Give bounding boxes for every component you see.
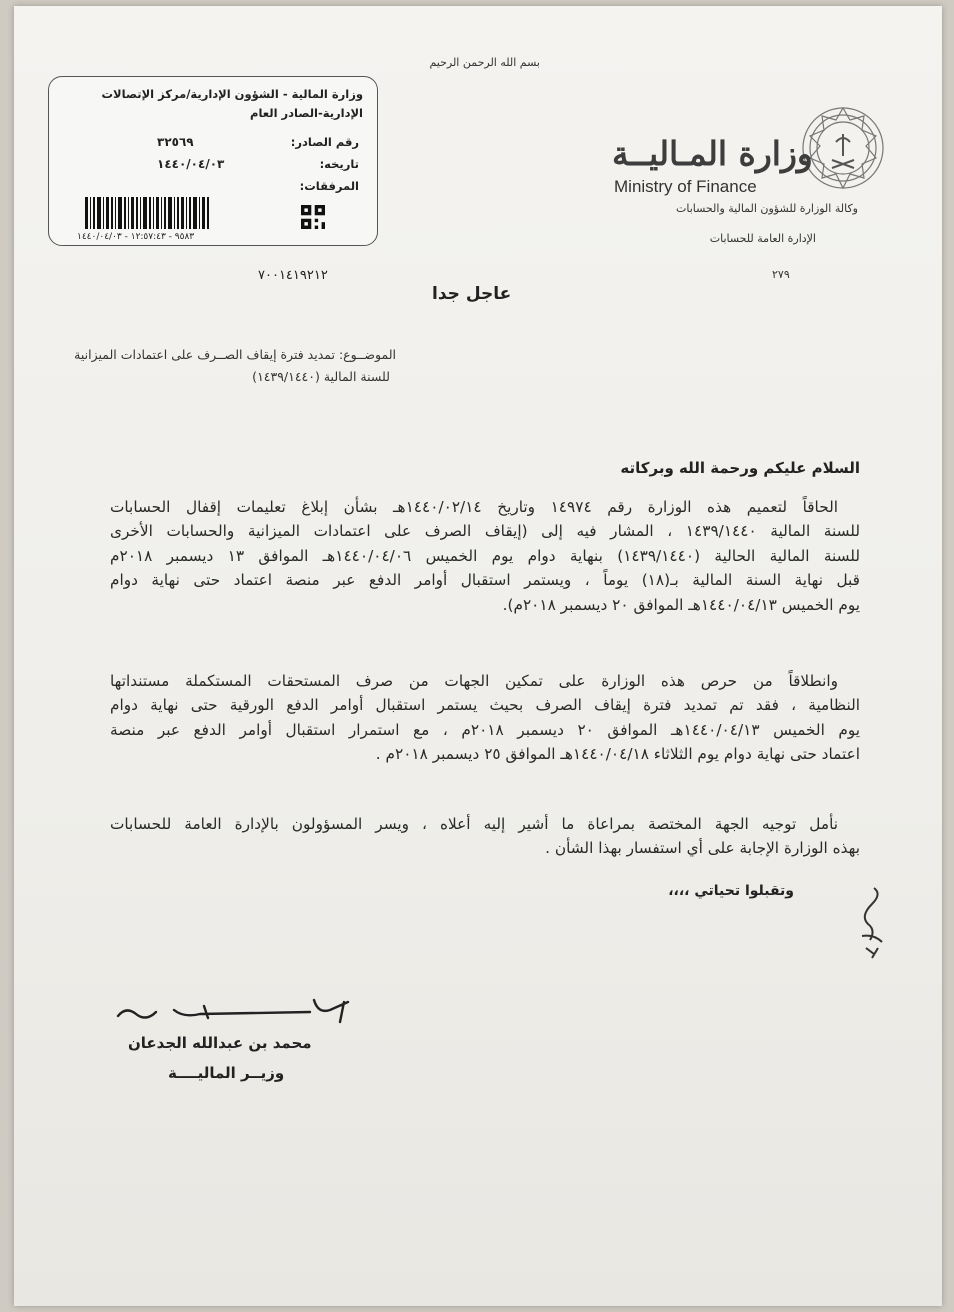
stamp-department-line1: وزارة المالية - الشؤون الإدارية/مركز الإتصالات [101, 87, 363, 101]
paragraph-2-line: اعتماد حتى نهاية دوام يوم الثلاثاء ١٤٤٠/٠٤/١٨هـ الموافق ٢٥ ديسمبر ٢٠١٨م . [375, 745, 860, 764]
paragraph-2 [110, 669, 860, 767]
stamp-number-label: رقم الصادر: [290, 135, 359, 149]
paragraph-1-line: قبل نهاية السنة المالية بـ(١٨) يوماً ، ويستمر استقبال أوامر الدفع عبر منصة اعتماد حتى نهاية دوام [110, 571, 860, 590]
outgoing-stamp [48, 76, 378, 246]
paragraph-2-line: النظامية ، فقد تم تمديد فترة إيقاف الصرف بحيث يستمر استقبال أوامر الدفع الورقية حتى نهاية دوام [110, 696, 860, 715]
reference-number: ٧٠٠١٤١٩٢١٢ [258, 268, 328, 283]
paragraph-2-line: وانطلاقاً من حرص هذه الوزارة على تمكين الجهات من صرف المستحقات المستكملة مستنداتها [110, 672, 838, 690]
admin-name: الإدارة العامة للحسابات [709, 232, 816, 245]
minister-name: محمد بن عبدالله الجدعان [128, 1034, 312, 1052]
ministry-name-english: Ministry of Finance [614, 177, 757, 196]
paragraph-3-line: بهذه الوزارة الإجابة على أي استفسار بهذا الشأن . [545, 839, 860, 858]
paragraph-3-line: نأمل توجيه الجهة المختصة بمراعاة ما أشير إليه أعلاه ، ويسر المسؤولون بالإدارة العامة للحسابات [110, 815, 838, 833]
paragraph-1 [110, 495, 860, 617]
paragraph-1-line: الحاقاً لتعميم هذه الوزارة رقم ١٤٩٧٤ وتاريخ ١٤٤٠/٠٢/١٤هـ بشأن إبلاغ تعليمات إقفال الحسابات [110, 498, 838, 516]
barcode [85, 197, 235, 229]
stamp-department-line2: الإدارية-الصادر العام [250, 106, 363, 120]
stamp-barcode-text: ٩٥٨٣ - ١٢:٥٧:٤٣ - ١٤٤٠/٠٤/٠٣ [77, 232, 195, 242]
subject-line1: الموضــوع: تمديد فترة إيقاف الصــرف على اعتمادات الميزانية [74, 347, 396, 362]
minister-title: وزيــر الماليــــة [168, 1064, 285, 1082]
letter-page [14, 6, 942, 1306]
subject-line2: للسنة المالية (١٤٣٩/١٤٤٠) [252, 369, 390, 384]
initial-signature [852, 884, 892, 962]
ministry-name-arabic: وزارة المـاليــة [612, 134, 813, 173]
paragraph-3 [110, 812, 860, 861]
greeting: السلام عليكم ورحمة الله وبركاته [620, 459, 860, 477]
paragraph-1-line: يوم الخميس ١٤٤٠/٠٤/١٣هـ الموافق ٢٠ ديسمبر ٢٠١٨م). [502, 595, 860, 614]
stamp-department [63, 85, 363, 123]
paragraph-2-line: يوم الخميس ١٤٤٠/٠٤/١٣هـ الموافق ٢٠ ديسمبر ٢٠١٨م ، مع استمرار استقبال أوامر الدفع عبر منصة [110, 720, 861, 739]
closing: وتقبلوا تحياتي ،،،، [668, 883, 794, 899]
stamp-attachments-label: المرفقات: [299, 179, 359, 193]
paragraph-1-line: للسنة المالية الحالية (١٤٣٩/١٤٤٠) بنهاية دوام يوم الخميس ١٤٤٠/٠٤/٠٦هـ الموافق ١٣ ديسمبر ٢٠١٨م [110, 546, 861, 565]
stamp-date-value: ١٤٤٠/٠٤/٠٣ [157, 157, 225, 171]
page-reference: ٢٧٩ [772, 268, 790, 281]
stamp-number-value: ٣٢٥٦٩ [157, 135, 194, 149]
agency-name: وكالة الوزارة للشؤون المالية والحسابات [676, 202, 858, 215]
basmala: بسم الله الرحمن الرحيم [429, 56, 540, 69]
qr-code-icon [301, 205, 325, 229]
paragraph-1-line: للسنة المالية ١٤٣٩/١٤٤٠ ، المشار فيه إلى (إيقاف الصرف على اعتمادات الميزانية والحسابات الأخرى [110, 522, 860, 541]
stamp-date-label: تاريخه: [319, 157, 359, 171]
urgent-label: عاجل جدا [432, 284, 512, 304]
